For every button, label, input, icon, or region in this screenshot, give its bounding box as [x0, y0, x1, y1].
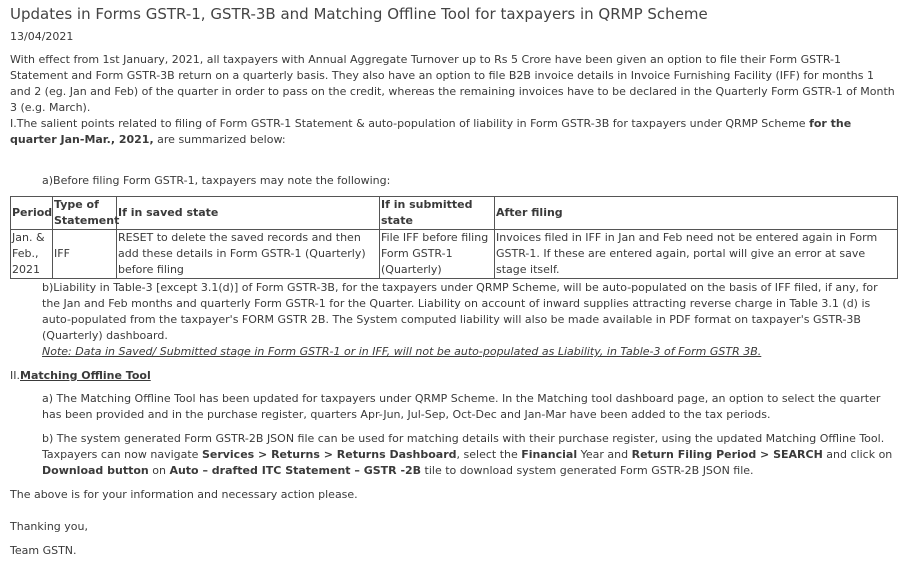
- note-text: Note: Data in Saved/ Submitted stage in Form GSTR-1 or in IFF, will not be auto-populated as Liability, in Table-3 of Form GSTR 3B.: [42, 345, 762, 358]
- cell-after: Invoices filed in IFF in Jan and Feb need not be entered again in Form GSTR-1. If these are entered again, portal will give an error at save stage itself.: [495, 230, 898, 279]
- matching-item-a: a) The Matching Offline Tool has been updated for taxpayers under QRMP Scheme. In the Matching tool dashboard page, an option to select the quarter has been provided and in the purchase register, quarters Apr-Jun, Jul-Sep, Oct-Dec and Jan-Mar have been added to the tax periods.: [42, 392, 881, 421]
- filing-table: [10, 196, 898, 279]
- financial-label: Financial: [521, 448, 578, 461]
- item-b-text: b)Liability in Table-3 [except 3.1(d)] of Form GSTR-3B, for the taxpayers under QRMP Scheme, will be auto-populated on the basis of IFF filed, if any, for the Jan and Feb months and quarterly Form GSTR-1 for the Quarter. Liability on account of inward supplies attracting reverse charge in Table 3.1 (d) is auto-populated from the taxpayer's FORM GSTR 2B. The System computed liability will also be made available in PDF format on taxpayer's GSTR-3B (Quarterly) dashboard.: [42, 281, 878, 342]
- table-header: Type of Statement: [53, 197, 117, 230]
- text-run: tile to download system generated Form GSTR-2B JSON file.: [421, 464, 754, 477]
- text-run: b) The system generated Form GSTR-2B JSON file can be used for matching details with their purchase register, using the updated Matching Offline Tool. Taxpayers can now navigate: [42, 432, 885, 461]
- section1-lead: I.The salient points related to filing of Form GSTR-1 Statement & auto-population of liability in Form GSTR-3B for taxpayers under QRMP Scheme: [10, 117, 810, 130]
- page-title: Updates in Forms GSTR-1, GSTR-3B and Matching Offline Tool for taxpayers in QRMP Scheme: [10, 5, 708, 23]
- text-run: , select the: [456, 448, 522, 461]
- cell-type: IFF: [53, 230, 117, 279]
- signature: Team GSTN.: [10, 544, 77, 557]
- section2-heading: [10, 368, 151, 384]
- table-header: Period: [11, 197, 53, 230]
- item-b: [42, 280, 896, 360]
- return-filing-period-label: Return Filing Period > SEARCH: [631, 448, 823, 461]
- item-a: a)Before filing Form GSTR-1, taxpayers may note the following:: [42, 174, 391, 187]
- matching-item-b: [42, 431, 896, 479]
- section1-paragraph: [10, 116, 896, 148]
- download-button-label: Download button: [42, 464, 149, 477]
- table-row: [11, 230, 898, 279]
- text-run: on: [148, 464, 170, 477]
- closing-line: The above is for your information and necessary action please.: [10, 488, 358, 501]
- nav-path: Services > Returns > Returns Dashboard: [201, 448, 457, 461]
- cell-period: Jan. & Feb., 2021: [11, 230, 53, 279]
- section2-number: II.: [10, 369, 20, 382]
- cell-submitted: File IFF before filing Form GSTR-1 (Quarterly): [380, 230, 495, 279]
- section1-tail: are summarized below:: [153, 133, 286, 146]
- intro-paragraph: With effect from 1st January, 2021, all taxpayers with Annual Aggregate Turnover up to Rs 5 Crore have been given an option to file their Form GSTR-1 Statement and Form GSTR-3B return on a quarterly basis. They also have an option to file B2B invoice details in Invoice Furnishing Facility (IFF) for months 1 and 2 (eg. Jan and Feb) of the quarter in order to pass on the credit, whereas the remaining invoices have to be declared in the Quarterly Form GSTR-1 of Month 3 (e.g. March).: [10, 53, 895, 114]
- text-run: Year and: [577, 448, 632, 461]
- table-header: If in saved state: [117, 197, 380, 230]
- text-run: and click on: [822, 448, 893, 461]
- table-header: After filing: [495, 197, 898, 230]
- cell-saved: RESET to delete the saved records and then add these details in Form GSTR-1 (Quarterly) before filing: [117, 230, 380, 279]
- publish-date: 13/04/2021: [10, 30, 74, 43]
- tile-name: Auto – drafted ITC Statement – GSTR -2B: [169, 464, 422, 477]
- table-header: If in submitted state: [380, 197, 495, 230]
- section1-bold: for the quarter Jan-Mar., 2021,: [10, 117, 852, 146]
- thanks-line: Thanking you,: [10, 520, 88, 533]
- section2-title: Matching Offline Tool: [20, 369, 151, 382]
- table-header-row: [11, 197, 898, 230]
